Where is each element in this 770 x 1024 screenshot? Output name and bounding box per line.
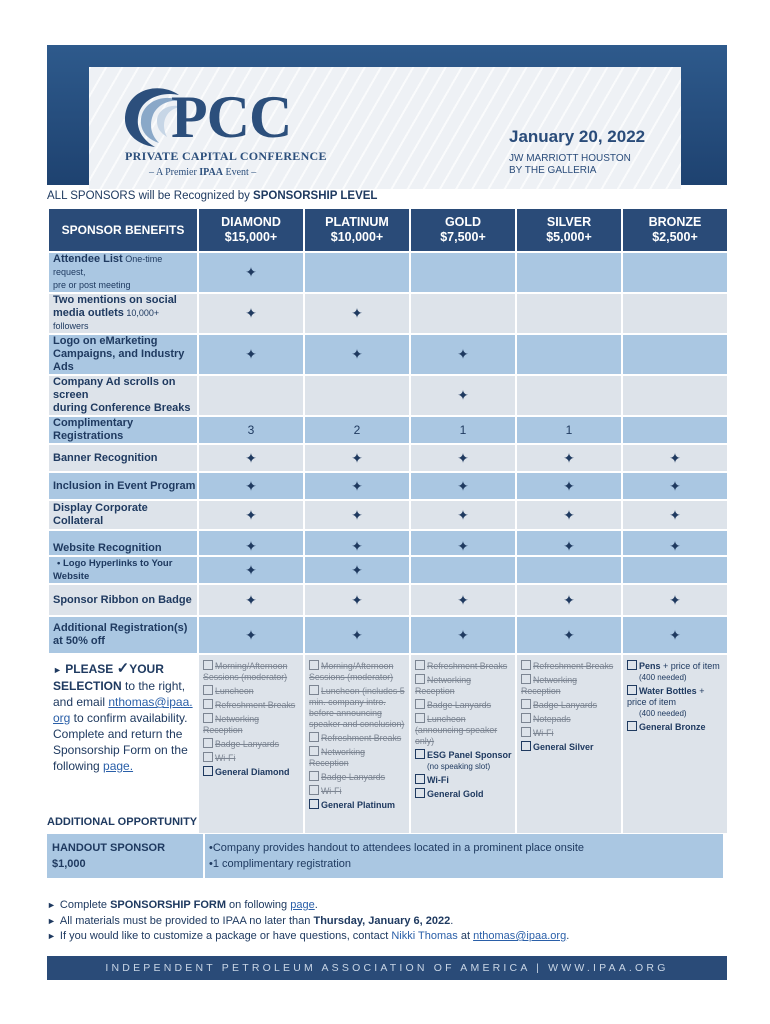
checkbox-icon [203,713,213,723]
benefit-label: Sponsor Ribbon on Badge [48,584,198,616]
header-banner [47,45,727,185]
benefit-label: Website Recognition [48,530,198,556]
checkbox-icon [521,741,531,751]
option-platinum-luncheon[interactable]: Luncheon (includes 5 min. company intro. before announcing speaker and conclusion) [309,686,405,729]
benefit-cell: ✦ [516,530,622,556]
checkbox-icon [521,660,531,670]
benefit-cell: ✦ [304,556,410,584]
benefit-cell: ✦ [622,500,728,530]
benefit-cell: ✦ [304,584,410,616]
benefit-label: Logo on eMarketing Campaigns, and Industry Ads [48,334,198,375]
option-general-bronze[interactable]: General Bronze [627,721,724,733]
option-silver-wifi[interactable]: Wi-Fi [521,727,618,739]
checkbox-icon [203,738,213,748]
table-row [48,375,728,416]
checkbox-icon [309,660,319,670]
table-row [48,334,728,375]
benefit-sub-label: • Logo Hyperlinks to Your Website [48,556,198,584]
benefit-label: Two mentions on social media outlets 10,000+ followers [48,293,198,334]
recognition-line: ALL SPONSORS will be Recognized by SPONSORSHIP LEVEL [47,190,378,202]
benefit-cell: ✦ [516,616,622,654]
benefit-cell [304,252,410,293]
benefit-cell [516,334,622,375]
checkbox-icon [521,713,531,723]
checkbox-icon [627,685,637,695]
benefit-cell: 1 [410,416,516,444]
benefit-cell: ✦ [410,444,516,472]
option-platinum-lanyards[interactable]: Badge Lanyards [309,771,406,783]
table-header-row [48,208,728,252]
benefit-cell [410,293,516,334]
table-row [48,472,728,500]
table-row [48,252,728,293]
level-header-diamond: DIAMOND $15,000+ [198,208,304,252]
checkbox-icon [203,660,213,670]
benefit-label: Banner Recognition [48,444,198,472]
benefit-cell: ✦ [304,500,410,530]
benefit-cell: ✦ [410,584,516,616]
option-silver-reception[interactable]: Networking Reception [521,675,578,696]
selection-row [48,654,728,834]
benefit-label: Additional Registration(s) at 50% off [48,616,198,654]
contact-name: Nikki Thomas [391,930,458,942]
handout-sponsor-details: •Company provides handout to attendees located in a prominent place onsite •1 complimentary registration [203,834,584,884]
option-diamond-breaks[interactable]: Refreshment Breaks [203,699,300,711]
arrow-right-icon: ► [53,665,62,675]
benefit-cell: ✦ [410,500,516,530]
benefit-cell: ✦ [410,530,516,556]
benefit-label: Display Corporate Collateral [48,500,198,530]
table-row [48,616,728,654]
benefit-cell: 2 [304,416,410,444]
option-general-gold[interactable]: General Gold [415,788,512,800]
option-general-platinum[interactable]: General Platinum [309,799,406,811]
benefit-cell [516,252,622,293]
checkbox-icon [309,799,319,809]
benefit-cell: ✦ [622,584,728,616]
checkbox-icon [521,727,531,737]
option-platinum-wifi[interactable]: Wi-Fi [309,785,406,797]
level-header-platinum: PLATINUM $10,000+ [304,208,410,252]
table-row [48,584,728,616]
benefit-cell: ✦ [410,472,516,500]
table-row [48,500,728,530]
checkbox-icon [415,660,425,670]
table-row [48,293,728,334]
checkbox-icon [203,685,213,695]
checkbox-icon [627,721,637,731]
option-bronze-pens[interactable]: Pens + price of item (400 needed) [627,660,724,683]
benefit-cell [622,556,728,584]
option-diamond-wifi[interactable]: Wi-Fi [203,752,300,764]
benefit-cell: ✦ [198,616,304,654]
option-diamond-luncheon[interactable]: Luncheon [203,685,300,697]
benefit-cell: ✦ [410,616,516,654]
level-header-bronze: BRONZE $2,500+ [622,208,728,252]
benefit-cell: ✦ [516,444,622,472]
option-silver-breaks[interactable]: Refreshment Breaks [521,660,618,672]
handout-sponsor-label: HANDOUT SPONSOR $1,000 [52,842,166,870]
table-row [48,530,728,556]
option-diamond-lanyards[interactable]: Badge Lanyards [203,738,300,750]
option-platinum-sessions[interactable]: Morning/Afternoon Sessions (moderator) [309,661,394,682]
form-page-link[interactable]: page [290,899,315,911]
table-row [48,444,728,472]
checkbox-icon [203,766,213,776]
benefit-cell: ✦ [198,530,304,556]
option-gold-breaks[interactable]: Refreshment Breaks [415,660,512,672]
checkbox-icon [309,746,319,756]
benefit-cell: ✦ [304,616,410,654]
level-header-silver: SILVER $5,000+ [516,208,622,252]
option-gold-wifi[interactable]: Wi-Fi [415,774,512,786]
option-silver-lanyards[interactable]: Badge Lanyards [521,699,618,711]
logo-tagline: – A Premier IPAA Event – [149,167,257,178]
event-venue: JW MARRIOTT HOUSTON BY THE GALLERIA [509,153,631,176]
benefit-cell: ✦ [198,444,304,472]
benefit-cell: ✦ [198,334,304,375]
option-general-silver[interactable]: General Silver [521,741,618,753]
checkbox-icon [203,699,213,709]
benefit-cell [198,375,304,416]
arrow-right-icon: ► [47,900,56,910]
benefit-cell: ✦ [516,500,622,530]
benefit-label: Inclusion in Event Program [48,472,198,500]
checkmark-icon: ✓ [116,660,130,677]
benefit-cell: ✦ [622,472,728,500]
benefit-cell [622,375,728,416]
benefit-cell [516,556,622,584]
checkbox-icon [415,674,425,684]
benefit-cell [516,293,622,334]
benefit-cell: ✦ [198,472,304,500]
level-header-gold: GOLD $7,500+ [410,208,516,252]
platinum-options [304,654,410,834]
benefit-label: Attendee List One-time request, pre or post meeting [48,252,198,293]
arrow-right-icon: ► [47,931,56,941]
note-line: ► All materials must be provided to IPAA no later than Thursday, January 6, 2022. [47,914,454,927]
benefit-cell [622,334,728,375]
benefit-cell: ✦ [198,293,304,334]
benefit-cell: ✦ [304,530,410,556]
benefit-cell: ✦ [304,472,410,500]
arrow-right-icon: ► [47,915,56,926]
checkbox-icon [309,732,319,742]
benefit-cell: ✦ [304,293,410,334]
benefit-cell: ✦ [622,444,728,472]
additional-opportunity-title: ADDITIONAL OPPORTUNITY [47,816,198,828]
benefit-cell [304,375,410,416]
benefit-cell: ✦ [516,584,622,616]
closing-notes [47,898,569,945]
gold-options [410,654,516,834]
checkbox-icon [415,774,425,784]
checkbox-icon [309,785,319,795]
benefit-cell: ✦ [622,616,728,654]
benefit-cell: ✦ [198,556,304,584]
benefit-cell: ✦ [516,472,622,500]
sponsorship-table [47,207,729,835]
checkbox-icon [627,660,637,670]
logo-wordmark: PCC [171,84,292,150]
checkbox-icon [309,771,319,781]
selection-instructions: ► PLEASE ✓YOUR SELECTION to the right, and email nthomas@ipaa. org to confirm availability. Complete and return the Sponsorship Form on the following page. [48,654,198,834]
benefit-cell: ✦ [198,584,304,616]
checkbox-icon [415,788,425,798]
checkbox-icon [521,674,531,684]
option-bronze-water-bottles[interactable]: Water Bottles + price of item (400 needed) [627,686,705,718]
option-platinum-reception[interactable]: Networking Reception [309,747,366,768]
note-line: ► Complete SPONSORSHIP FORM on following page. [47,899,318,911]
benefit-cell [410,252,516,293]
email-link[interactable]: nthomas@ipaa. [108,695,193,709]
benefit-cell: ✦ [198,500,304,530]
header-card [89,67,681,189]
benefit-cell: ✦ [410,375,516,416]
logo-subtitle: PRIVATE CAPITAL CONFERENCE [125,149,327,163]
checkbox-icon [309,685,319,695]
pcc-logo [119,81,327,181]
option-general-diamond[interactable]: General Diamond [203,766,300,778]
option-platinum-breaks[interactable]: Refreshment Breaks [309,732,406,744]
option-gold-reception[interactable]: Networking Reception [415,675,472,696]
benefit-cell: ✦ [622,530,728,556]
bronze-options [622,654,728,834]
benefit-cell [622,416,728,444]
benefit-cell: 3 [198,416,304,444]
silver-options [516,654,622,834]
checkbox-icon [415,713,425,723]
checkbox-icon [521,699,531,709]
benefit-cell: ✦ [198,252,304,293]
benefit-cell: ✦ [410,334,516,375]
table-row [48,556,728,584]
option-diamond-sessions[interactable]: Morning/Afternoon Sessions (moderator) [203,661,288,682]
table-row [48,416,728,444]
option-gold-luncheon[interactable]: Luncheon (announcing speaker only) [415,714,498,746]
handout-sponsor-box [47,834,723,878]
benefit-cell [622,293,728,334]
sponsor-benefits-header: SPONSOR BENEFITS [48,208,198,252]
checkbox-icon [203,752,213,762]
benefit-label: Company Ad scrolls on screen during Conference Breaks [48,375,198,416]
event-date: January 20, 2022 [509,127,646,146]
footer-banner: INDEPENDENT PETROLEUM ASSOCIATION OF AMERICA | WWW.IPAA.ORG [47,956,727,980]
diamond-options [198,654,304,834]
note-line: ► If you would like to customize a package or have questions, contact Nikki Thomas at nthomas@ipaa.org. [47,930,570,942]
email-link-cont[interactable]: org [53,711,71,725]
benefit-label: Complimentary Registrations [48,416,198,444]
option-silver-notepads[interactable]: Notepads [521,713,618,725]
option-gold-esg-panel[interactable]: ESG Panel Sponsor (no speaking slot) [415,749,512,772]
page-link[interactable]: page. [103,759,134,773]
benefit-cell [622,252,728,293]
benefit-cell: ✦ [304,444,410,472]
benefit-cell: 1 [516,416,622,444]
checkbox-icon [415,699,425,709]
benefit-cell: ✦ [304,334,410,375]
contact-email-link[interactable]: nthomas@ipaa.org [473,930,567,942]
option-gold-lanyards[interactable]: Badge Lanyards [415,699,512,711]
option-diamond-reception[interactable]: Networking Reception [203,714,260,735]
checkbox-icon [415,749,425,759]
benefit-cell [410,556,516,584]
benefit-cell [516,375,622,416]
